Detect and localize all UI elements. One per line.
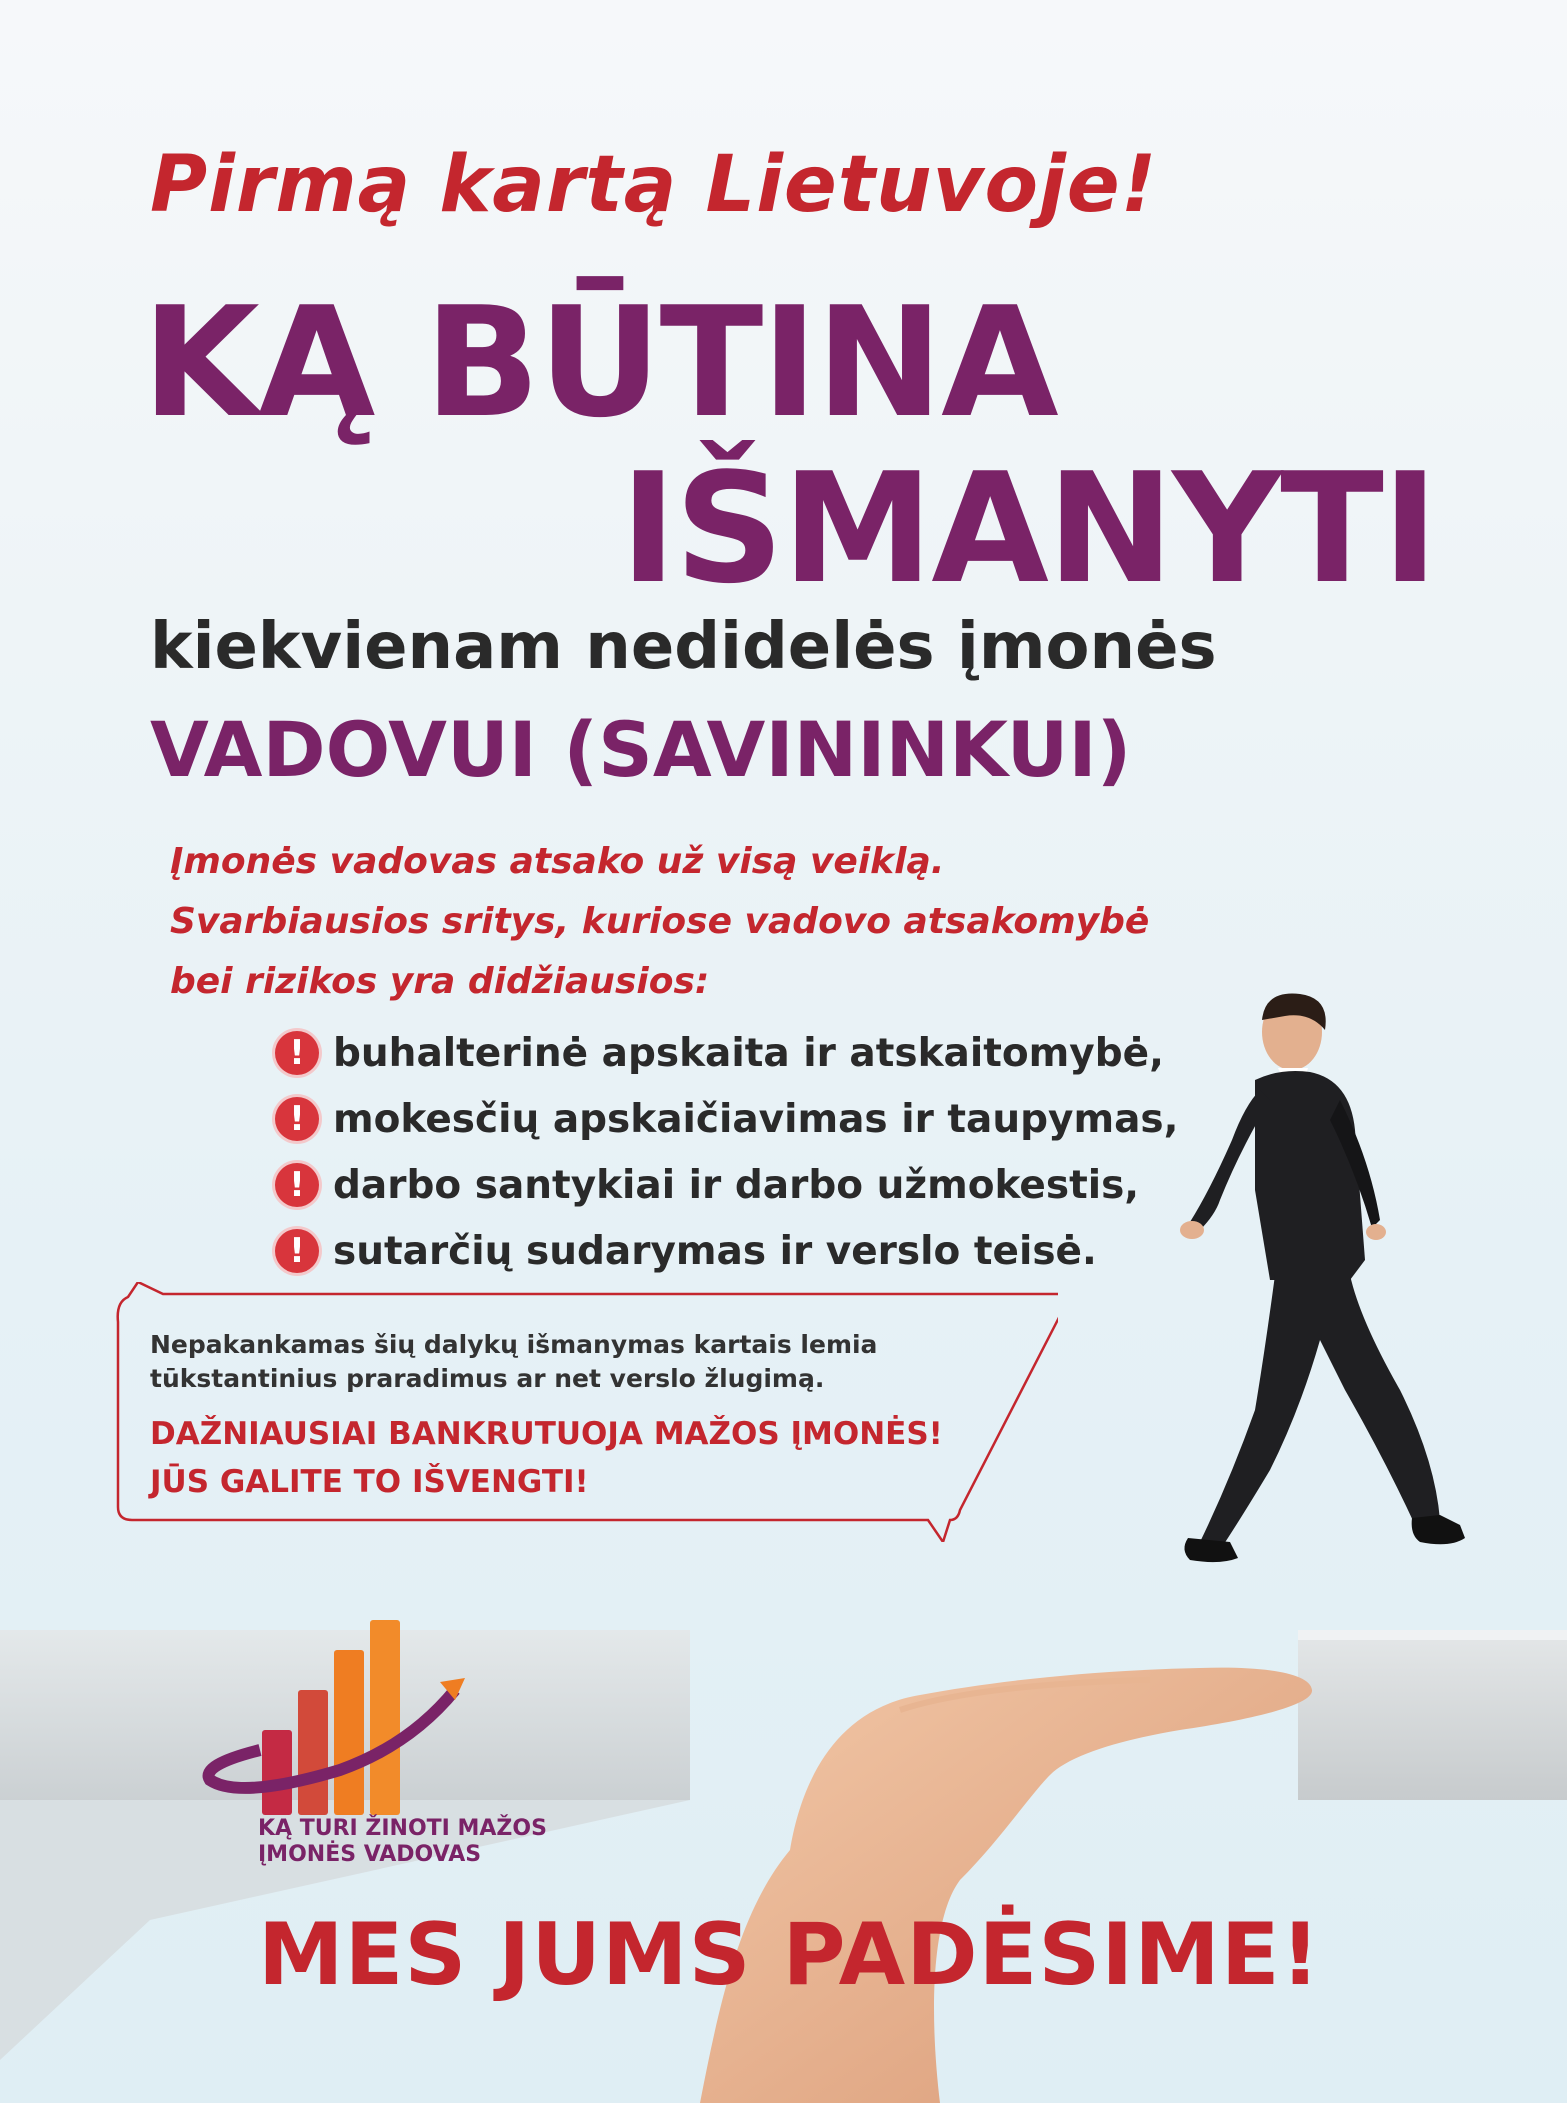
intro-line: Svarbiausios sritys, kuriose vadovo atsakomybė <box>170 901 1150 942</box>
bubble-text-line: Nepakankamas šių dalykų išmanymas kartais lemia <box>150 1330 878 1359</box>
risk-item <box>275 1152 1178 1218</box>
bubble-text-line: tūkstantinius praradimus ar net verslo žlugimą. <box>150 1364 825 1393</box>
right-concrete-block <box>1298 1630 1567 1800</box>
logo-text-line: KĄ TURI ŽINOTI MAŽOS <box>258 1816 547 1841</box>
intro-line: Įmonės vadovas atsako už visą veiklą. <box>170 841 945 882</box>
risk-list <box>275 1020 1178 1284</box>
bubble-warning-line: JŪS GALITE TO IŠVENGTI! <box>150 1464 589 1500</box>
risk-item <box>275 1218 1178 1284</box>
title-line-1: KĄ BŪTINA <box>142 274 1057 451</box>
logo-graphic <box>200 1620 480 1820</box>
risk-item-label: darbo santykiai ir darbo užmokestis, <box>333 1162 1140 1208</box>
logo-text-line: ĮMONĖS VADOVAS <box>258 1842 482 1867</box>
call-to-action: MES JUMS PADĖSIME! <box>258 1905 1321 2005</box>
intro-line: bei rizikos yra didžiausios: <box>170 961 710 1002</box>
risk-item <box>275 1020 1178 1086</box>
businessman-illustration <box>1160 990 1500 1650</box>
title-line-2: IŠMANYTI <box>620 440 1437 617</box>
risk-item-label: sutarčių sudarymas ir verslo teisė. <box>333 1228 1097 1274</box>
exclamation-icon: ! <box>275 1163 319 1207</box>
bubble-text <box>150 1328 877 1396</box>
risk-item-label: buhalterinė apskaita ir atskaitomybė, <box>333 1030 1164 1076</box>
risk-item-label: mokesčių apskaičiavimas ir taupymas, <box>333 1096 1179 1142</box>
risk-item <box>275 1086 1178 1152</box>
intro-text <box>170 832 1149 1012</box>
tagline: Pirmą kartą Lietuvoje! <box>150 140 1158 230</box>
bubble-warning-line: DAŽNIAUSIAI BANKRUTUOJA MAŽOS ĮMONĖS! <box>150 1416 943 1452</box>
exclamation-icon: ! <box>275 1031 319 1075</box>
exclamation-icon: ! <box>275 1097 319 1141</box>
bubble-warning <box>150 1410 943 1506</box>
exclamation-icon: ! <box>275 1229 319 1273</box>
logo-text <box>258 1816 547 1868</box>
subtitle-line-2: VADOVUI (SAVININKUI) <box>150 705 1132 794</box>
hand <box>700 1668 1312 2103</box>
subtitle-line-1: kiekvienam nedidelės įmonės <box>150 610 1217 684</box>
